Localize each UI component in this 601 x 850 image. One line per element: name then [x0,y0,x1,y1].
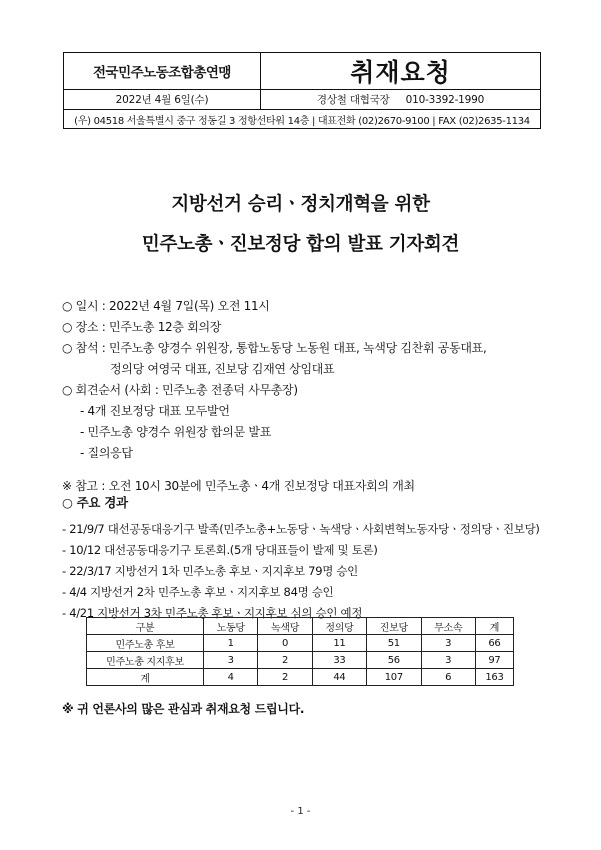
info-item-program-1: - 4개 진보정당 대표 모두발언 [80,404,230,418]
table-cell: 3 [421,635,475,652]
closing-note: ※ 귀 언론사의 많은 관심과 취재요청 드립니다. [62,702,305,716]
page-number: - 1 - [290,806,311,817]
section-heading-progress: ○ 주요 경과 [62,495,128,510]
contact-person: 경상철 대협국장 [316,94,390,106]
info-item-attendees: ○ 참석 : 민주노총 양경수 위원장, 통합노동당 노동원 대표, 녹색당 김찬휘 공동대표, [62,341,487,355]
table-header-cell: 정의당 [312,618,366,635]
candidate-counts-table [86,617,514,686]
title-line-1: 지방선거 승리ㆍ정치개혁을 위한 [171,194,430,215]
letterhead-mid-row [63,90,541,110]
info-item-program-2: - 민주노총 양경수 위원장 합의문 발표 [80,425,271,439]
table-cell: 97 [475,652,513,669]
table-header-cell: 구분 [87,618,204,635]
table-cell: 2 [258,669,312,686]
table-header-cell: 녹색당 [258,618,312,635]
table-cell: 11 [312,635,366,652]
table-cell: 2 [258,652,312,669]
table-cell: 4 [204,669,258,686]
info-item-location: ○ 장소 : 민주노총 12층 회의장 [62,320,222,334]
table-cell: 민주노총 후보 [87,635,204,652]
table-header-cell: 무소속 [421,618,475,635]
info-item-program: ○ 회견순서 (사회 : 민주노총 전종덕 사무총장) [62,383,298,397]
table-cell: 33 [312,652,366,669]
table-row [87,669,514,686]
table-cell: 1 [204,635,258,652]
title-line-2: 민주노총ㆍ진보정당 합의 발표 기자회견 [141,234,460,255]
table-cell: 56 [367,652,421,669]
progress-item-2: - 10/12 대선공동대응기구 토론회.(5개 당대표들이 발제 및 토론) [62,543,378,557]
table-cell: 0 [258,635,312,652]
progress-item-4: - 4/4 지방선거 2차 민주노총 후보ㆍ지지후보 84명 승인 [62,585,334,599]
progress-item-5: - 4/21 지방선거 3차 민주노총 후보ㆍ지지후보 심의 승인 예정 [62,606,363,620]
table-cell: 6 [421,669,475,686]
table-cell: 66 [475,635,513,652]
table-cell: 163 [475,669,513,686]
letterhead [63,52,541,129]
info-item-program-3: - 질의응답 [80,446,133,460]
info-item-datetime: ○ 일시 : 2022년 4월 7일(목) 오전 11시 [62,299,270,313]
progress-item-3: - 22/3/17 지방선거 1차 민주노총 후보ㆍ지지후보 79명 승인 [62,564,358,578]
progress-list [62,519,562,624]
table-header-cell: 진보당 [367,618,421,635]
letterhead-top-row [63,52,541,90]
event-info-block [62,296,542,497]
organization-name: 전국민주노동조합총연맹 [64,53,261,89]
table-cell: 51 [367,635,421,652]
table-cell: 3 [421,652,475,669]
table-cell: 3 [204,652,258,669]
table-row [87,635,514,652]
table-cell: 계 [87,669,204,686]
progress-item-1: - 21/9/7 대선공동대응기구 발족(민주노총+노동당ㆍ녹색당ㆍ사회변혁노동자당ㆍ정의당ㆍ진보당) [62,522,540,536]
table-header-cell: 계 [475,618,513,635]
contact-phone: 010-3392-1990 [405,93,485,106]
table-row [87,652,514,669]
table-header-cell: 노동당 [204,618,258,635]
info-item-attendees-cont: 정의당 여영국 대표, 진보당 김재연 상임대표 [110,362,335,376]
table-header-row [87,618,514,635]
letterhead-contact [261,90,540,109]
info-item-reference: ※ 참고 : 오전 10시 30분에 민주노총ㆍ4개 진보정당 대표자회의 개최 [62,479,415,493]
table-cell: 107 [367,669,421,686]
letterhead-address: (우) 04518 서울특별시 중구 정동길 3 정항선타워 14층 | 대표전화 (02)2670-9100 | FAX (02)2635-1134 [63,110,541,129]
page-title [0,190,601,270]
table-cell: 44 [312,669,366,686]
letterhead-title: 취재요청 [350,58,451,87]
table-cell: 민주노총 지지후보 [87,652,204,669]
letterhead-date: 2022년 4월 6일(수) [64,90,261,109]
